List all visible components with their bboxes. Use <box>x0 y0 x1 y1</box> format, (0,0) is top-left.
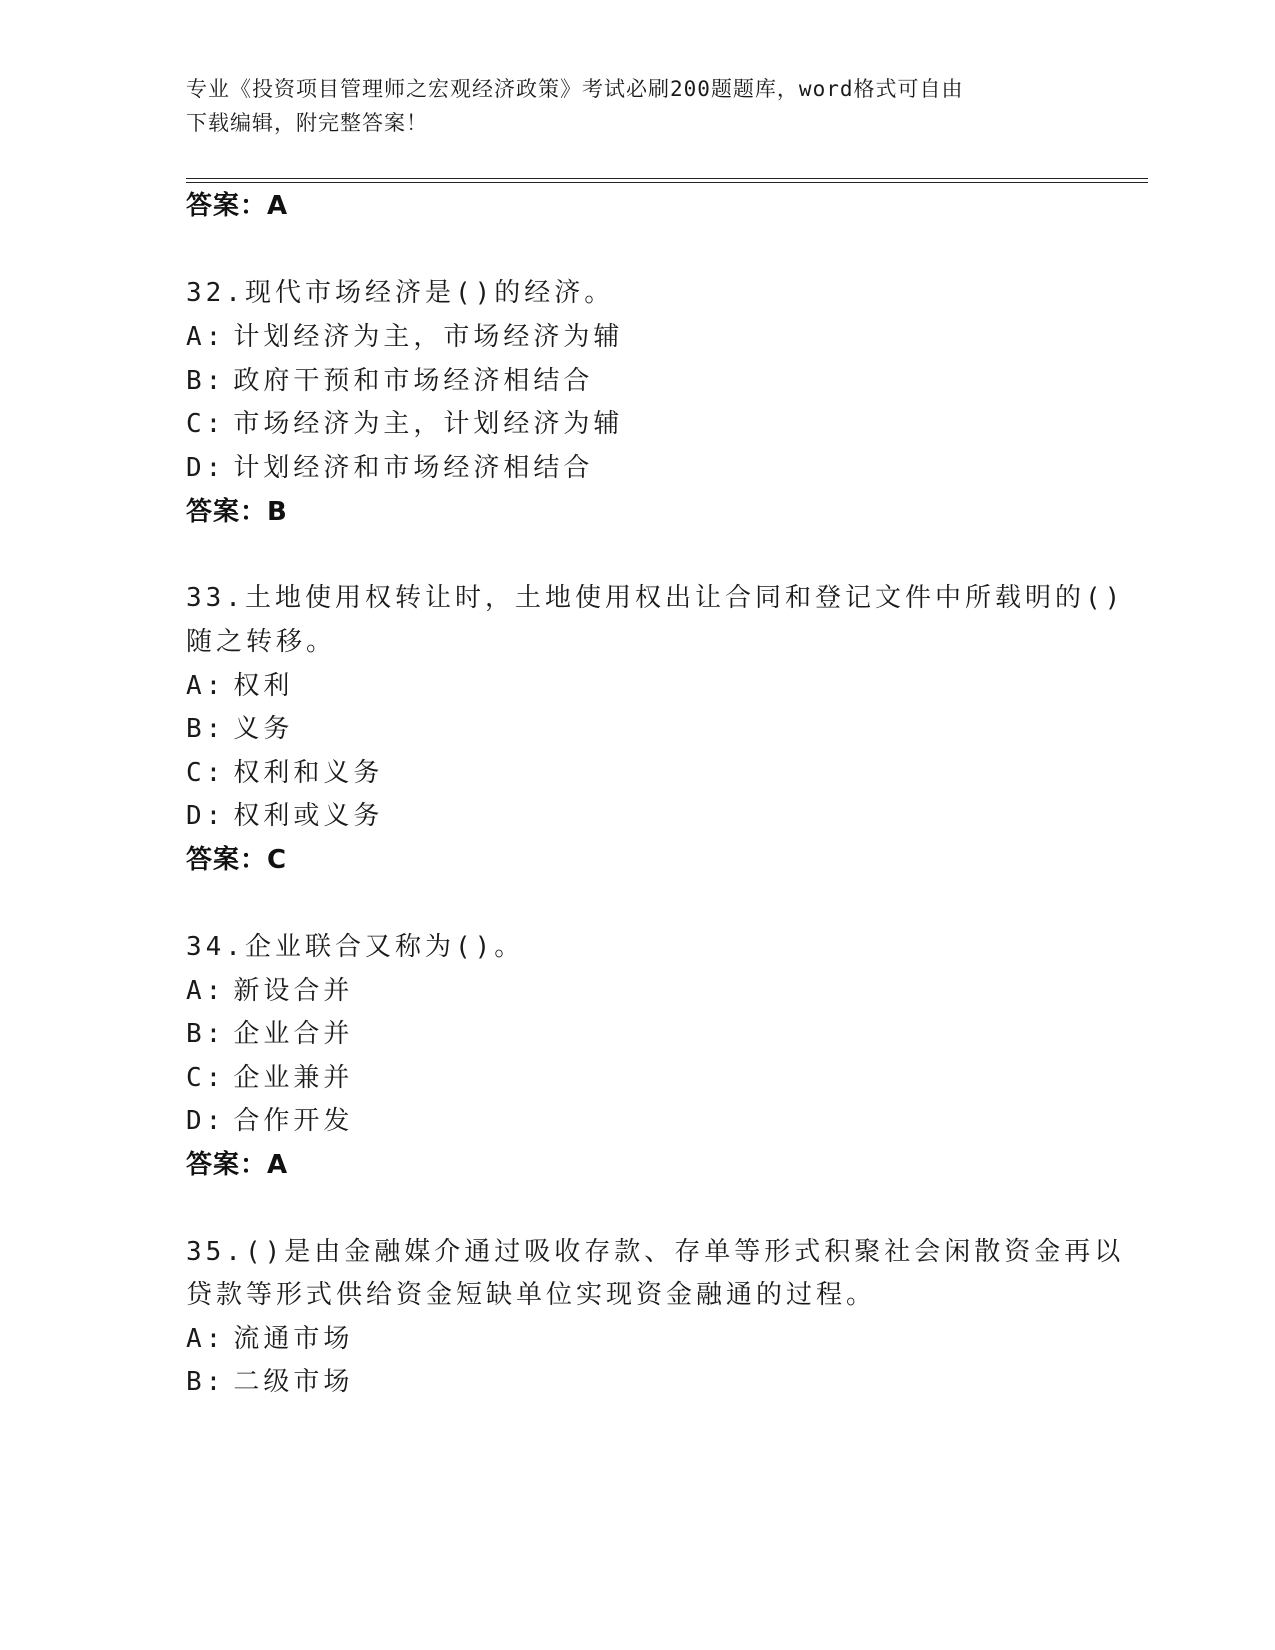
question-34-answer: 答案：A <box>186 1150 289 1180</box>
question-34-option-a: A: 新设合并 <box>186 976 354 1006</box>
question-33-option-d: D: 权利或义务 <box>186 801 384 831</box>
question-32-option-c: C: 市场经济为主，计划经济为辅 <box>186 409 624 439</box>
answer-prev: 答案：A <box>186 191 289 221</box>
question-34-text: 34.企业联合又称为()。 <box>186 932 525 962</box>
question-35-option-a: A: 流通市场 <box>186 1324 354 1354</box>
question-33-option-c: C: 权利和义务 <box>186 758 384 788</box>
question-35-option-b: B: 二级市场 <box>186 1367 354 1397</box>
question-35-text-line-2: 贷款等形式供给资金短缺单位实现资金融通的过程。 <box>186 1280 877 1310</box>
question-32-option-a: A: 计划经济为主，市场经济为辅 <box>186 322 624 352</box>
question-33-answer: 答案：C <box>186 845 288 875</box>
question-33-option-a: A: 权利 <box>186 671 294 701</box>
page-header <box>186 72 1086 140</box>
question-32-answer: 答案：B <box>186 497 288 527</box>
question-34-option-d: D: 合作开发 <box>186 1106 354 1136</box>
question-32-option-d: D: 计划经济和市场经济相结合 <box>186 453 594 483</box>
question-33-option-b: B: 义务 <box>186 714 294 744</box>
header-line-2: 下载编辑，附完整答案！ <box>186 111 428 135</box>
header-divider <box>186 178 1148 183</box>
header-line-1: 专业《投资项目管理师之宏观经济政策》考试必刷200题题库，word格式可自由 <box>186 77 964 101</box>
question-35-text-line-1: 35.()是由金融媒介通过吸收存款、存单等形式积聚社会闲散资金再以 <box>186 1237 1125 1267</box>
question-34-option-c: C: 企业兼并 <box>186 1063 354 1093</box>
question-32-text: 32.现代市场经济是()的经济。 <box>186 278 615 308</box>
question-33-text-line-1: 33.土地使用权转让时，土地使用权出让合同和登记文件中所载明的() <box>186 583 1125 613</box>
question-34-option-b: B: 企业合并 <box>186 1019 354 1049</box>
question-33-text-line-2: 随之转移。 <box>186 627 337 657</box>
question-32-option-b: B: 政府干预和市场经济相结合 <box>186 366 594 396</box>
